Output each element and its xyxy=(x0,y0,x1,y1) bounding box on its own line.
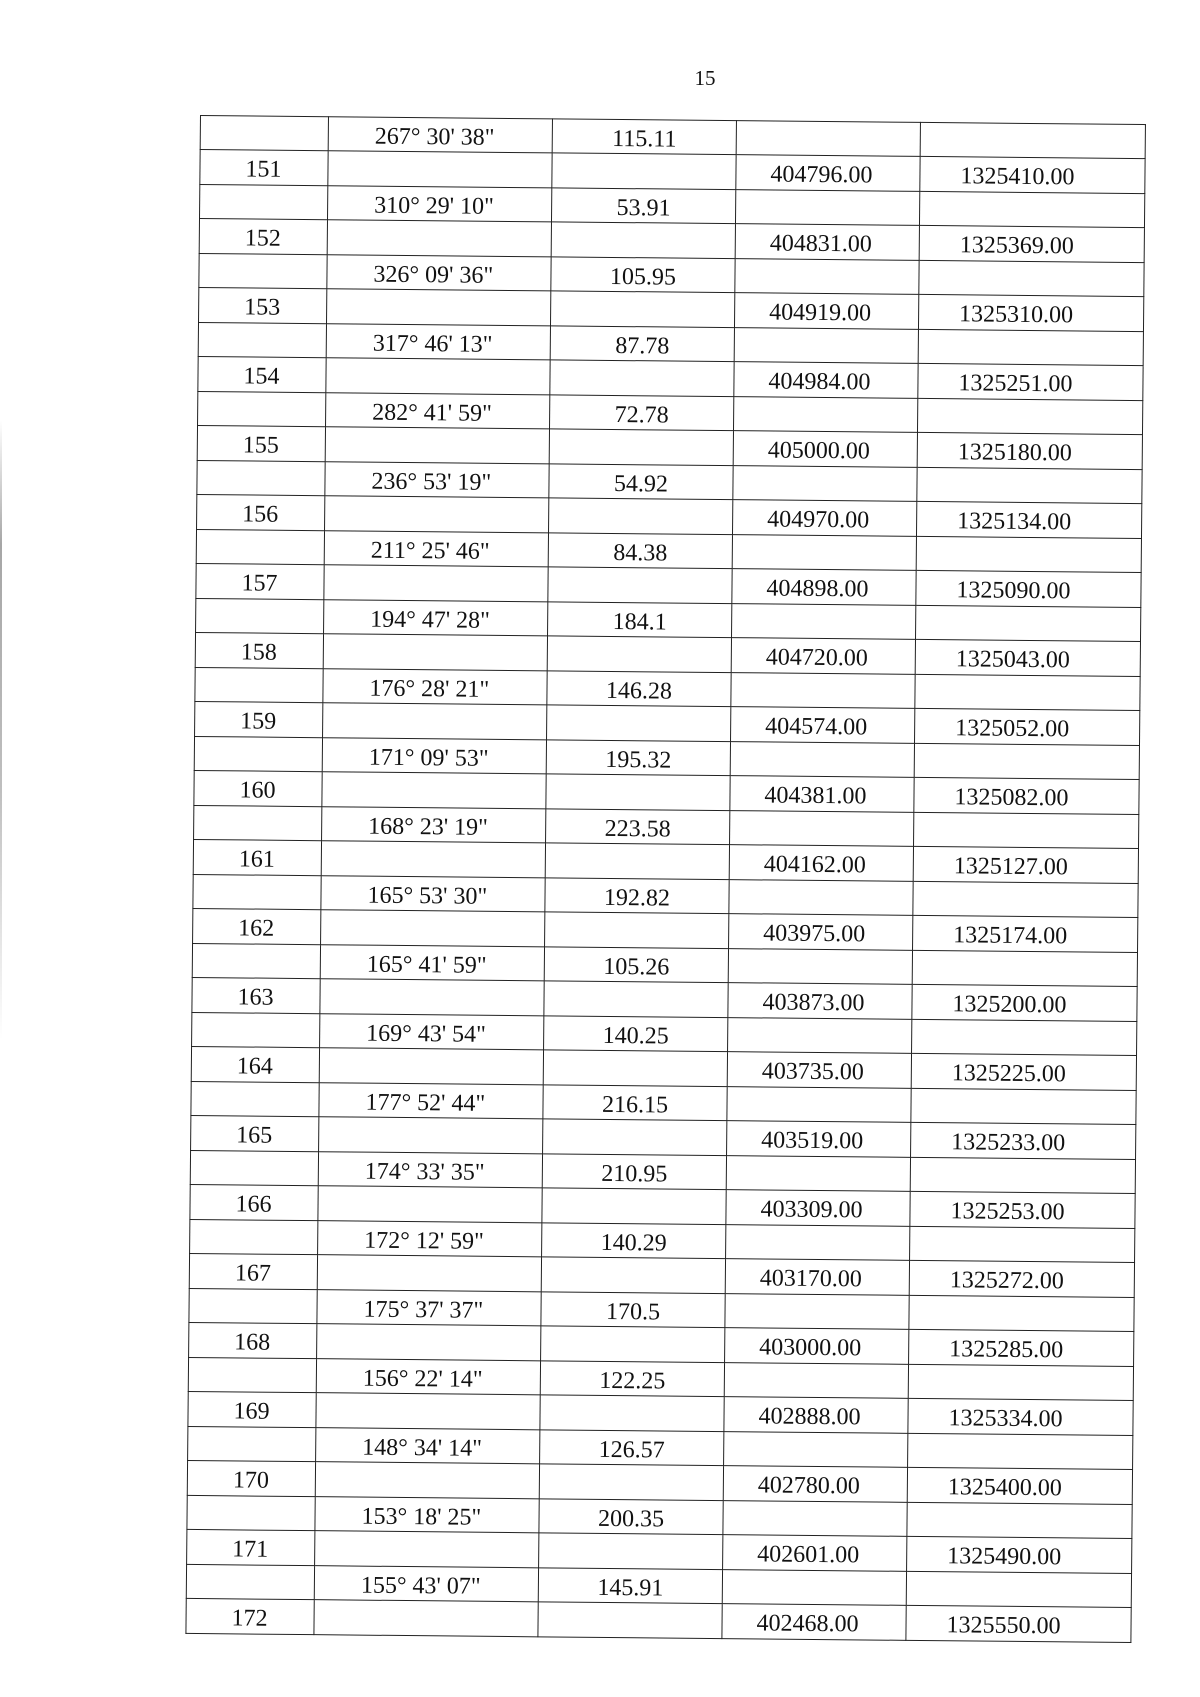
distance-cell: 105.95 xyxy=(551,257,735,293)
empty-cell xyxy=(543,1119,727,1156)
distance-cell: 184.1 xyxy=(548,602,732,638)
northing-cell: 404574.00 xyxy=(731,707,915,744)
empty-cell xyxy=(325,496,549,533)
empty-cell xyxy=(323,634,547,671)
easting-cell: 1325200.00 xyxy=(912,984,1137,1021)
bearing-cell: 282° 41' 59" xyxy=(326,393,550,429)
empty-cell xyxy=(196,598,324,633)
empty-cell xyxy=(187,1495,315,1530)
easting-cell: 1325410.00 xyxy=(920,156,1145,193)
distance-cell: 140.25 xyxy=(544,1016,728,1052)
empty-cell xyxy=(550,291,734,328)
easting-cell: 1325180.00 xyxy=(917,432,1142,469)
easting-cell: 1325174.00 xyxy=(913,915,1138,952)
empty-cell xyxy=(539,1464,723,1501)
northing-cell: 404796.00 xyxy=(736,155,920,192)
empty-cell xyxy=(198,391,326,426)
empty-cell xyxy=(732,535,916,571)
empty-cell xyxy=(736,121,920,157)
bearing-cell: 168° 23' 19" xyxy=(322,807,546,843)
empty-cell xyxy=(908,1364,1133,1400)
empty-cell xyxy=(322,772,546,809)
bearing-cell: 175° 37' 37" xyxy=(317,1290,541,1326)
empty-cell xyxy=(327,220,551,257)
northing-cell: 402888.00 xyxy=(724,1397,908,1434)
point-id-cell: 151 xyxy=(200,150,328,186)
point-id-cell: 171 xyxy=(187,1529,315,1565)
empty-cell xyxy=(913,881,1138,917)
empty-cell xyxy=(318,1186,542,1223)
bearing-cell: 156° 22' 14" xyxy=(316,1359,540,1395)
bearing-cell: 165° 53' 30" xyxy=(321,876,545,912)
easting-cell: 1325251.00 xyxy=(918,363,1143,400)
empty-cell xyxy=(328,151,552,188)
empty-cell xyxy=(544,981,728,1018)
bearing-cell: 177° 52' 44" xyxy=(319,1083,543,1119)
easting-cell: 1325334.00 xyxy=(908,1398,1133,1435)
empty-cell xyxy=(732,604,916,640)
empty-cell xyxy=(317,1255,541,1292)
empty-cell xyxy=(915,605,1140,641)
empty-cell xyxy=(324,565,548,602)
point-id-cell: 163 xyxy=(192,977,320,1013)
northing-cell: 404970.00 xyxy=(732,500,916,537)
bearing-cell: 326° 09' 36" xyxy=(327,255,551,291)
distance-cell: 145.91 xyxy=(538,1568,722,1604)
empty-cell xyxy=(320,979,544,1016)
distance-cell: 87.78 xyxy=(550,326,734,362)
bearing-cell: 148° 34' 14" xyxy=(316,1428,540,1464)
empty-cell xyxy=(551,222,735,259)
empty-cell xyxy=(550,360,734,397)
empty-cell xyxy=(722,1570,906,1606)
distance-cell: 192.82 xyxy=(545,878,729,914)
point-id-cell: 153 xyxy=(199,287,327,323)
distance-cell: 216.15 xyxy=(543,1085,727,1121)
empty-cell xyxy=(914,743,1139,779)
empty-cell xyxy=(917,398,1142,434)
northing-cell: 404831.00 xyxy=(735,224,919,261)
northing-cell: 404984.00 xyxy=(734,362,918,399)
empty-cell xyxy=(909,1295,1134,1331)
northing-cell: 403309.00 xyxy=(726,1190,910,1227)
empty-cell xyxy=(539,1533,723,1570)
point-id-cell: 160 xyxy=(194,770,322,806)
empty-cell xyxy=(731,673,915,709)
empty-cell xyxy=(195,667,323,702)
easting-cell: 1325127.00 xyxy=(913,846,1138,883)
survey-coordinate-table xyxy=(185,115,1146,1643)
point-id-cell: 156 xyxy=(197,494,325,530)
empty-cell xyxy=(191,1081,319,1116)
point-id-cell: 159 xyxy=(195,701,323,737)
empty-cell xyxy=(724,1363,908,1399)
empty-cell xyxy=(188,1357,316,1392)
distance-cell: 105.26 xyxy=(544,947,728,983)
empty-cell xyxy=(919,191,1144,227)
empty-cell xyxy=(316,1393,540,1430)
northing-cell: 403519.00 xyxy=(727,1121,911,1158)
distance-cell: 223.58 xyxy=(546,809,730,845)
empty-cell xyxy=(546,774,730,811)
point-id-cell: 161 xyxy=(193,839,321,875)
distance-cell: 146.28 xyxy=(547,671,731,707)
bearing-cell: 310° 29' 10" xyxy=(328,186,552,222)
empty-cell xyxy=(908,1433,1133,1469)
empty-cell xyxy=(200,116,328,151)
empty-cell xyxy=(552,153,736,190)
empty-cell xyxy=(916,536,1141,572)
empty-cell xyxy=(734,328,918,364)
easting-cell: 1325550.00 xyxy=(906,1605,1131,1642)
empty-cell xyxy=(549,498,733,535)
point-id-cell: 169 xyxy=(188,1391,316,1427)
empty-cell xyxy=(325,427,549,464)
empty-cell xyxy=(735,190,919,226)
empty-cell xyxy=(200,185,328,220)
northing-cell: 404381.00 xyxy=(730,776,914,813)
easting-cell: 1325225.00 xyxy=(911,1053,1136,1090)
empty-cell xyxy=(728,949,912,985)
empty-cell xyxy=(541,1257,725,1294)
empty-cell xyxy=(727,1087,911,1123)
easting-cell: 1325400.00 xyxy=(907,1467,1132,1504)
empty-cell xyxy=(910,1226,1135,1262)
bearing-cell: 169° 43' 54" xyxy=(320,1014,544,1050)
empty-cell xyxy=(915,674,1140,710)
empty-cell xyxy=(538,1602,722,1639)
empty-cell xyxy=(907,1502,1132,1538)
distance-cell: 126.57 xyxy=(540,1430,724,1466)
easting-cell: 1325090.00 xyxy=(916,570,1141,607)
empty-cell xyxy=(548,567,732,604)
northing-cell: 404162.00 xyxy=(729,845,913,882)
empty-cell xyxy=(194,736,322,771)
empty-cell xyxy=(547,705,731,742)
point-id-cell: 154 xyxy=(198,356,326,392)
empty-cell xyxy=(196,529,324,564)
empty-cell xyxy=(317,1324,541,1361)
easting-cell: 1325272.00 xyxy=(909,1260,1134,1297)
empty-cell xyxy=(319,1048,543,1085)
empty-cell xyxy=(906,1571,1131,1607)
empty-cell xyxy=(918,329,1143,365)
distance-cell: 140.29 xyxy=(542,1223,726,1259)
point-id-cell: 164 xyxy=(191,1046,319,1082)
empty-cell xyxy=(321,841,545,878)
easting-cell: 1325233.00 xyxy=(911,1122,1136,1159)
empty-cell xyxy=(545,912,729,949)
empty-cell xyxy=(315,1531,539,1568)
bearing-cell: 236° 53' 19" xyxy=(325,462,549,498)
distance-cell: 72.78 xyxy=(550,395,734,431)
empty-cell xyxy=(323,703,547,740)
empty-cell xyxy=(326,358,550,395)
northing-cell: 402601.00 xyxy=(723,1535,907,1572)
distance-cell: 122.25 xyxy=(540,1361,724,1397)
empty-cell xyxy=(547,636,731,673)
empty-cell xyxy=(733,397,917,433)
easting-cell: 1325285.00 xyxy=(909,1329,1134,1366)
empty-cell xyxy=(724,1432,908,1468)
easting-cell: 1325310.00 xyxy=(918,294,1143,331)
easting-cell: 1325369.00 xyxy=(919,225,1144,262)
empty-cell xyxy=(190,1219,318,1254)
empty-cell xyxy=(729,880,913,916)
distance-cell: 54.92 xyxy=(549,464,733,500)
empty-cell xyxy=(912,1019,1137,1055)
table-body xyxy=(186,116,1146,1643)
point-id-cell: 158 xyxy=(195,632,323,668)
empty-cell xyxy=(315,1462,539,1499)
empty-cell xyxy=(914,812,1139,848)
distance-cell: 53.91 xyxy=(551,188,735,224)
bearing-cell: 165° 41' 59" xyxy=(320,945,544,981)
empty-cell xyxy=(188,1426,316,1461)
empty-cell xyxy=(197,460,325,495)
northing-cell: 403873.00 xyxy=(728,983,912,1020)
point-id-cell: 165 xyxy=(191,1115,319,1151)
bearing-cell: 194° 47' 28" xyxy=(324,600,548,636)
northing-cell: 404919.00 xyxy=(734,293,918,330)
empty-cell xyxy=(920,122,1145,158)
empty-cell xyxy=(193,874,321,909)
empty-cell xyxy=(192,943,320,978)
empty-cell xyxy=(912,950,1137,986)
empty-cell xyxy=(189,1288,317,1323)
northing-cell: 402780.00 xyxy=(723,1466,907,1503)
distance-cell: 170.5 xyxy=(541,1292,725,1328)
bearing-cell: 267° 30' 38" xyxy=(328,117,552,153)
empty-cell xyxy=(186,1564,314,1599)
bearing-cell: 211° 25' 46" xyxy=(324,531,548,567)
page-number: 15 xyxy=(694,66,716,90)
empty-cell xyxy=(726,1156,910,1192)
northing-cell: 404720.00 xyxy=(731,638,915,675)
empty-cell xyxy=(198,322,326,357)
bearing-cell: 172° 12' 59" xyxy=(318,1221,542,1257)
distance-cell: 115.11 xyxy=(552,119,736,155)
empty-cell xyxy=(327,289,551,326)
empty-cell xyxy=(910,1157,1135,1193)
distance-cell: 84.38 xyxy=(548,533,732,569)
point-id-cell: 162 xyxy=(193,908,321,944)
bearing-cell: 176° 28' 21" xyxy=(323,669,547,705)
empty-cell xyxy=(726,1225,910,1261)
point-id-cell: 166 xyxy=(190,1184,318,1220)
distance-cell: 200.35 xyxy=(539,1499,723,1535)
empty-cell xyxy=(314,1600,538,1637)
easting-cell: 1325043.00 xyxy=(915,639,1140,676)
empty-cell xyxy=(192,1012,320,1047)
empty-cell xyxy=(723,1501,907,1537)
empty-cell xyxy=(319,1117,543,1154)
point-id-cell: 152 xyxy=(199,219,327,255)
empty-cell xyxy=(919,260,1144,296)
easting-cell: 1325490.00 xyxy=(907,1536,1132,1573)
empty-cell xyxy=(730,811,914,847)
distance-cell: 210.95 xyxy=(542,1154,726,1190)
point-id-cell: 170 xyxy=(187,1460,315,1496)
point-id-cell: 168 xyxy=(189,1322,317,1358)
northing-cell: 402468.00 xyxy=(722,1604,906,1641)
empty-cell xyxy=(540,1395,724,1432)
scan-edge-shadow xyxy=(0,420,2,1040)
empty-cell xyxy=(321,910,545,947)
empty-cell xyxy=(733,466,917,502)
distance-cell: 195.32 xyxy=(546,740,730,776)
easting-cell: 1325253.00 xyxy=(910,1191,1135,1228)
empty-cell xyxy=(190,1150,318,1185)
northing-cell: 405000.00 xyxy=(733,431,917,468)
empty-cell xyxy=(549,429,733,466)
bearing-cell: 171° 09' 53" xyxy=(322,738,546,774)
northing-cell: 403975.00 xyxy=(729,914,913,951)
empty-cell xyxy=(545,843,729,880)
northing-cell: 403735.00 xyxy=(727,1052,911,1089)
empty-cell xyxy=(728,1018,912,1054)
empty-cell xyxy=(194,805,322,840)
bearing-cell: 153° 18' 25" xyxy=(315,1497,539,1533)
empty-cell xyxy=(917,467,1142,503)
empty-cell xyxy=(543,1050,727,1087)
northing-cell: 403170.00 xyxy=(725,1259,909,1296)
easting-cell: 1325134.00 xyxy=(916,501,1141,538)
empty-cell xyxy=(541,1326,725,1363)
point-id-cell: 155 xyxy=(197,425,325,461)
easting-cell: 1325052.00 xyxy=(915,708,1140,745)
bearing-cell: 317° 46' 13" xyxy=(326,324,550,360)
point-id-cell: 167 xyxy=(189,1253,317,1289)
empty-cell xyxy=(735,259,919,295)
point-id-cell: 172 xyxy=(186,1598,314,1634)
northing-cell: 404898.00 xyxy=(732,569,916,606)
point-id-cell: 157 xyxy=(196,563,324,599)
bearing-cell: 155° 43' 07" xyxy=(314,1566,538,1602)
empty-cell xyxy=(730,742,914,778)
empty-cell xyxy=(911,1088,1136,1124)
northing-cell: 403000.00 xyxy=(725,1328,909,1365)
empty-cell xyxy=(725,1294,909,1330)
easting-cell: 1325082.00 xyxy=(914,777,1139,814)
bearing-cell: 174° 33' 35" xyxy=(318,1152,542,1188)
empty-cell xyxy=(199,253,327,288)
empty-cell xyxy=(542,1188,726,1225)
